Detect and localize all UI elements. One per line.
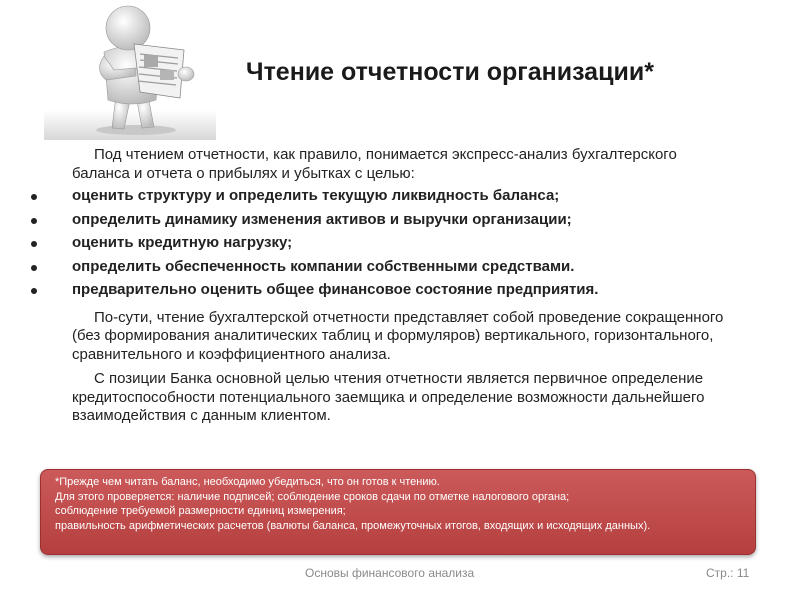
list-item [0, 281, 800, 300]
page-number: Стр.: 11 [706, 566, 750, 580]
footnote-line: *Прежде чем читать баланс, необходимо убедиться, что он готов к чтению. [55, 476, 440, 488]
bullet-icon [31, 288, 37, 294]
footnote-line: правильность арифметических расчетов (валюты баланса, промежуточных итогов, входящих и исходящих данных). [55, 519, 651, 532]
goals-list [0, 187, 800, 300]
analysis-paragraph [72, 309, 732, 365]
bullet-icon [31, 218, 37, 224]
list-item-text: оценить структуру и определить текущую ликвидность баланса; [72, 187, 560, 204]
footnote-box [40, 469, 756, 555]
intro-text: Под чтением отчетности, как правило, понимается экспресс-анализ бухгалтерского баланса и отчета о прибылях и убытках с целью: [72, 146, 677, 182]
footnote-line: Для этого проверяется: наличие подписей; соблюдение сроков сдачи по отметке налогового органа; [55, 490, 570, 503]
footnote-line: соблюдение требуемой размерности единиц измерения; [55, 505, 346, 518]
intro-paragraph [72, 146, 732, 183]
slide-title: Чтение отчетности организации* [246, 58, 654, 86]
course-name: Основы финансового анализа [305, 566, 475, 580]
list-item [0, 187, 800, 206]
bullet-icon [31, 241, 37, 247]
bank-goal-text: С позиции Банка основной целью чтения отчетности является первичное определение кредитоспособности потенциального заемщика и определение возможности дальнейшего взаимодействия с данным клиентом. [72, 370, 705, 424]
bullet-icon [31, 265, 37, 271]
analysis-text: По-сути, чтение бухгалтерской отчетности представляет собой проведение сокращенного (без формирования аналитических таблиц и формуляров) вертикального, горизонтального, сравнительного и коэффициентного анализа. [72, 308, 724, 363]
list-item-text: оценить кредитную нагрузку; [72, 234, 293, 251]
man-reading-newspaper-icon [44, 0, 216, 140]
bullet-icon [31, 194, 37, 200]
list-item-text: определить динамику изменения активов и выручки организации; [72, 210, 572, 228]
list-item [0, 211, 800, 230]
list-item-text: предварительно оценить общее финансовое состояние предприятия. [72, 281, 599, 298]
list-item [0, 234, 800, 253]
list-item [0, 258, 800, 277]
bank-goal-paragraph [72, 370, 732, 426]
slide-body [0, 146, 800, 426]
list-item-text: определить обеспеченность компании собственными средствами. [72, 257, 575, 275]
